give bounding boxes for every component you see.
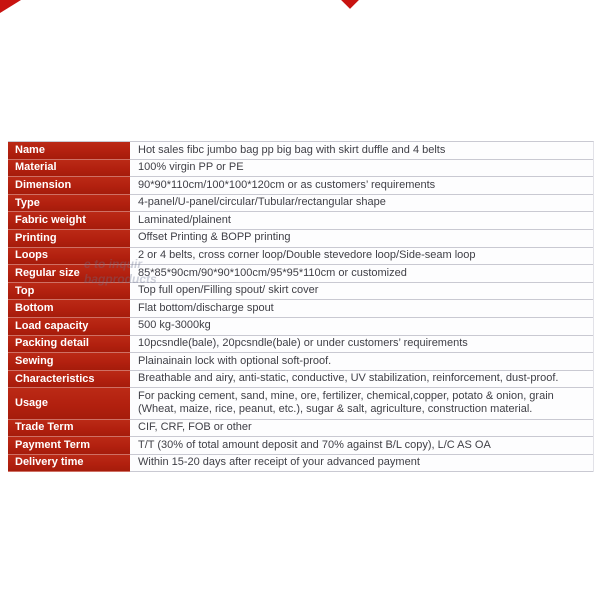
spec-label: Type xyxy=(8,195,130,213)
spec-label: Bottom xyxy=(8,300,130,318)
spec-label: Regular size xyxy=(8,265,130,283)
table-row xyxy=(8,336,593,354)
spec-label: Dimension xyxy=(8,177,130,195)
spec-value: For packing cement, sand, mine, ore, fertilizer, chemical,copper, potato & onion, grain (Wheat, maize, rice, peanut, etc.), sugar & salt, agriculture, construction material. xyxy=(130,388,593,419)
spec-label: Delivery time xyxy=(8,455,130,473)
spec-label: Top xyxy=(8,283,130,301)
spec-value: Laminated/plainent xyxy=(130,212,593,230)
table-row xyxy=(8,142,593,160)
spec-value: 2 or 4 belts, cross corner loop/Double stevedore loop/Side-seam loop xyxy=(130,248,593,266)
spec-label: Packing detail xyxy=(8,336,130,354)
spec-label: Fabric weight xyxy=(8,212,130,230)
table-row xyxy=(8,388,593,419)
spec-value: T/T (30% of total amount deposit and 70% against B/L copy), L/C AS OA xyxy=(130,437,593,455)
spec-value: 500 kg-3000kg xyxy=(130,318,593,336)
spec-label: Load capacity xyxy=(8,318,130,336)
spec-value: 90*90*110cm/100*100*120cm or as customers’ requirements xyxy=(130,177,593,195)
spec-value: Offset Printing & BOPP printing xyxy=(130,230,593,248)
spec-label: Trade Term xyxy=(8,420,130,438)
spec-value: Within 15-20 days after receipt of your advanced payment xyxy=(130,455,593,473)
spec-value: Hot sales fibc jumbo bag pp big bag with skirt duffle and 4 belts xyxy=(130,142,593,160)
spec-value: CIF, CRF, FOB or other xyxy=(130,420,593,438)
table-row xyxy=(8,212,593,230)
spec-value: Flat bottom/discharge spout xyxy=(130,300,593,318)
watermark-line-2: bagproducts xyxy=(84,272,157,286)
table-row xyxy=(8,318,593,336)
red-corner-triangle-decor xyxy=(0,0,21,13)
table-row xyxy=(8,371,593,389)
spec-value: 4-panel/U-panel/circular/Tubular/rectangular shape xyxy=(130,195,593,213)
spec-label: Name xyxy=(8,142,130,160)
spec-label: Printing xyxy=(8,230,130,248)
table-row xyxy=(8,283,593,301)
table-row xyxy=(8,455,593,473)
table-row xyxy=(8,420,593,438)
table-row xyxy=(8,230,593,248)
table-row xyxy=(8,437,593,455)
watermark-line-1: e to inquir xyxy=(84,257,142,271)
spec-value: Top full open/Filling spout/ skirt cover xyxy=(130,283,593,301)
table-row xyxy=(8,160,593,178)
spec-value: 85*85*90cm/90*90*100cm/95*95*110cm or customized xyxy=(130,265,593,283)
table-row xyxy=(8,300,593,318)
spec-label: Usage xyxy=(8,388,130,419)
table-row xyxy=(8,248,593,266)
table-row xyxy=(8,195,593,213)
table-row xyxy=(8,177,593,195)
table-row xyxy=(8,265,593,283)
spec-value: Breathable and airy, anti-static, conductive, UV stabilization, reinforcement, dust-proof. xyxy=(130,371,593,389)
spec-value: 100% virgin PP or PE xyxy=(130,160,593,178)
spec-label: Characteristics xyxy=(8,371,130,389)
spec-label: Loops xyxy=(8,248,130,266)
spec-value: Plainainain lock with optional soft-proof. xyxy=(130,353,593,371)
spec-label: Material xyxy=(8,160,130,178)
table-row xyxy=(8,353,593,371)
spec-table-body xyxy=(8,142,593,472)
spec-value: 10pcsndle(bale), 20pcsndle(bale) or under customers’ requirements xyxy=(130,336,593,354)
spec-label: Payment Term xyxy=(8,437,130,455)
product-spec-table xyxy=(8,141,594,472)
spec-label: Sewing xyxy=(8,353,130,371)
red-diamond-decor xyxy=(340,0,360,9)
